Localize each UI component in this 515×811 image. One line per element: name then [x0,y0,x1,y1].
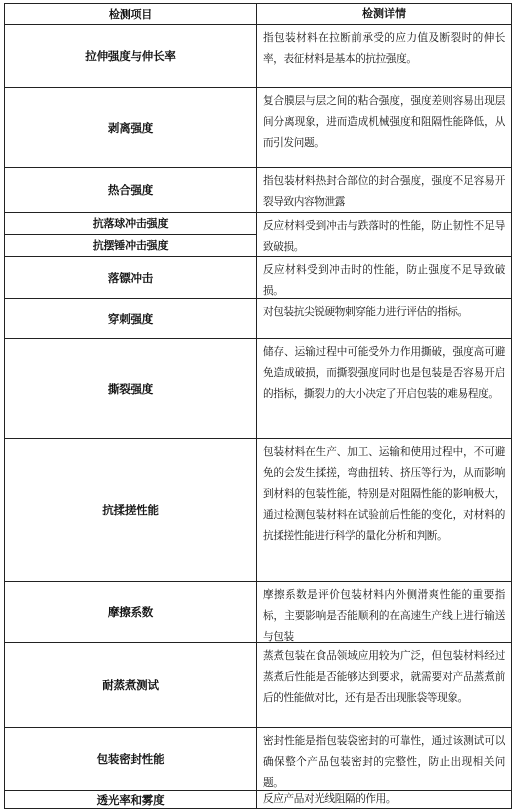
row-item-secondary: 抗摆锤冲击强度 [92,239,169,253]
table-row [5,88,511,168]
header-detail: 检测详情 [362,7,406,20]
row-item: 热合强度 [107,183,154,197]
row-detail: 反应产品对光线阻隔的作用。 [263,793,397,805]
row-item: 抗落球冲击强度 [92,217,169,231]
row-detail: 指包装材料在拉断前承受的应力值及断裂时的伸长率，表征材料是基本的抗拉强度。 [263,32,505,65]
header-item: 检测项目 [108,8,153,21]
row-item: 穿刺强度 [107,311,154,326]
table-row [5,213,511,257]
row-item: 摩擦系数 [107,605,154,619]
table-row [5,339,511,439]
row-item: 拉伸强度与伸长率 [85,49,176,63]
row-item: 耐蒸煮测试 [102,678,159,692]
row-detail: 摩擦系数是评价包装材料内外侧滑爽性能的重要指标，主要影响是否能顺利的在高速生产线上进行输送与包装 [263,589,505,643]
row-detail: 蒸煮包装在食品领域应用较为广泛，但包装材料经过蒸煮后性能是否能够达到要求，就需要对产品蒸煮前后的性能做对比，还有是否出现胀袋等现象。 [263,650,505,704]
row-item: 撕裂强度 [107,381,154,396]
row-item: 包装密封性能 [96,752,165,766]
row-item: 落镖冲击 [107,270,154,285]
row-detail: 反应材料受到冲击时的性能，防止强度不足导致破损。 [263,264,505,297]
row-item: 剥离强度 [107,120,154,135]
table-header-row [5,4,511,25]
row-detail: 包装材料在生产、加工、运输和使用过程中，不可避免的会发生揉搓，弯曲扭转、挤压等行为，从而影响到材料的包装性能，特别是对阻隔性能的影响极大，通过检测包装材料在试验前后性能的变化，对材料的抗揉搓性能进行科学的量化分析和判断。 [263,446,505,542]
row-detail: 密封性能是指包装袋密封的可靠性，通过该测试可以确保整个产品包装密封的完整性，防止出现相关问题。 [263,735,505,789]
row-detail: 反应材料受到冲击与跌落时的性能，防止韧性不足导致破损。 [263,220,505,253]
row-item: 抗揉搓性能 [102,503,159,517]
table-row [5,643,511,728]
row-detail: 储存、运输过程中可能受外力作用撕破，强度高可避免造成破损，而撕裂强度同时也是包装是否容易开启的指标，撕裂力的大小决定了开启包装的难易程度。 [263,346,505,400]
table-row [5,439,511,582]
row-detail: 复合膜层与层之间的粘合强度，强度差则容易出现层间分离现象，进而造成机械强度和阻隔性能降低，从而引发问题。 [263,95,505,149]
row-item: 透光率和雾度 [96,792,165,807]
row-detail: 指包装材料热封合部位的封合强度，强度不足容易开裂导致内容物泄露 [263,175,505,208]
table-row [5,299,511,339]
table-row [5,168,511,213]
table-row [5,257,511,299]
row-detail: 对包装抗尖锐硬物刺穿能力进行评估的指标。 [263,306,468,318]
table-row [5,728,511,791]
table-row [5,582,511,643]
inspection-table [4,3,512,809]
table-row [5,25,511,88]
table-row [5,791,511,808]
